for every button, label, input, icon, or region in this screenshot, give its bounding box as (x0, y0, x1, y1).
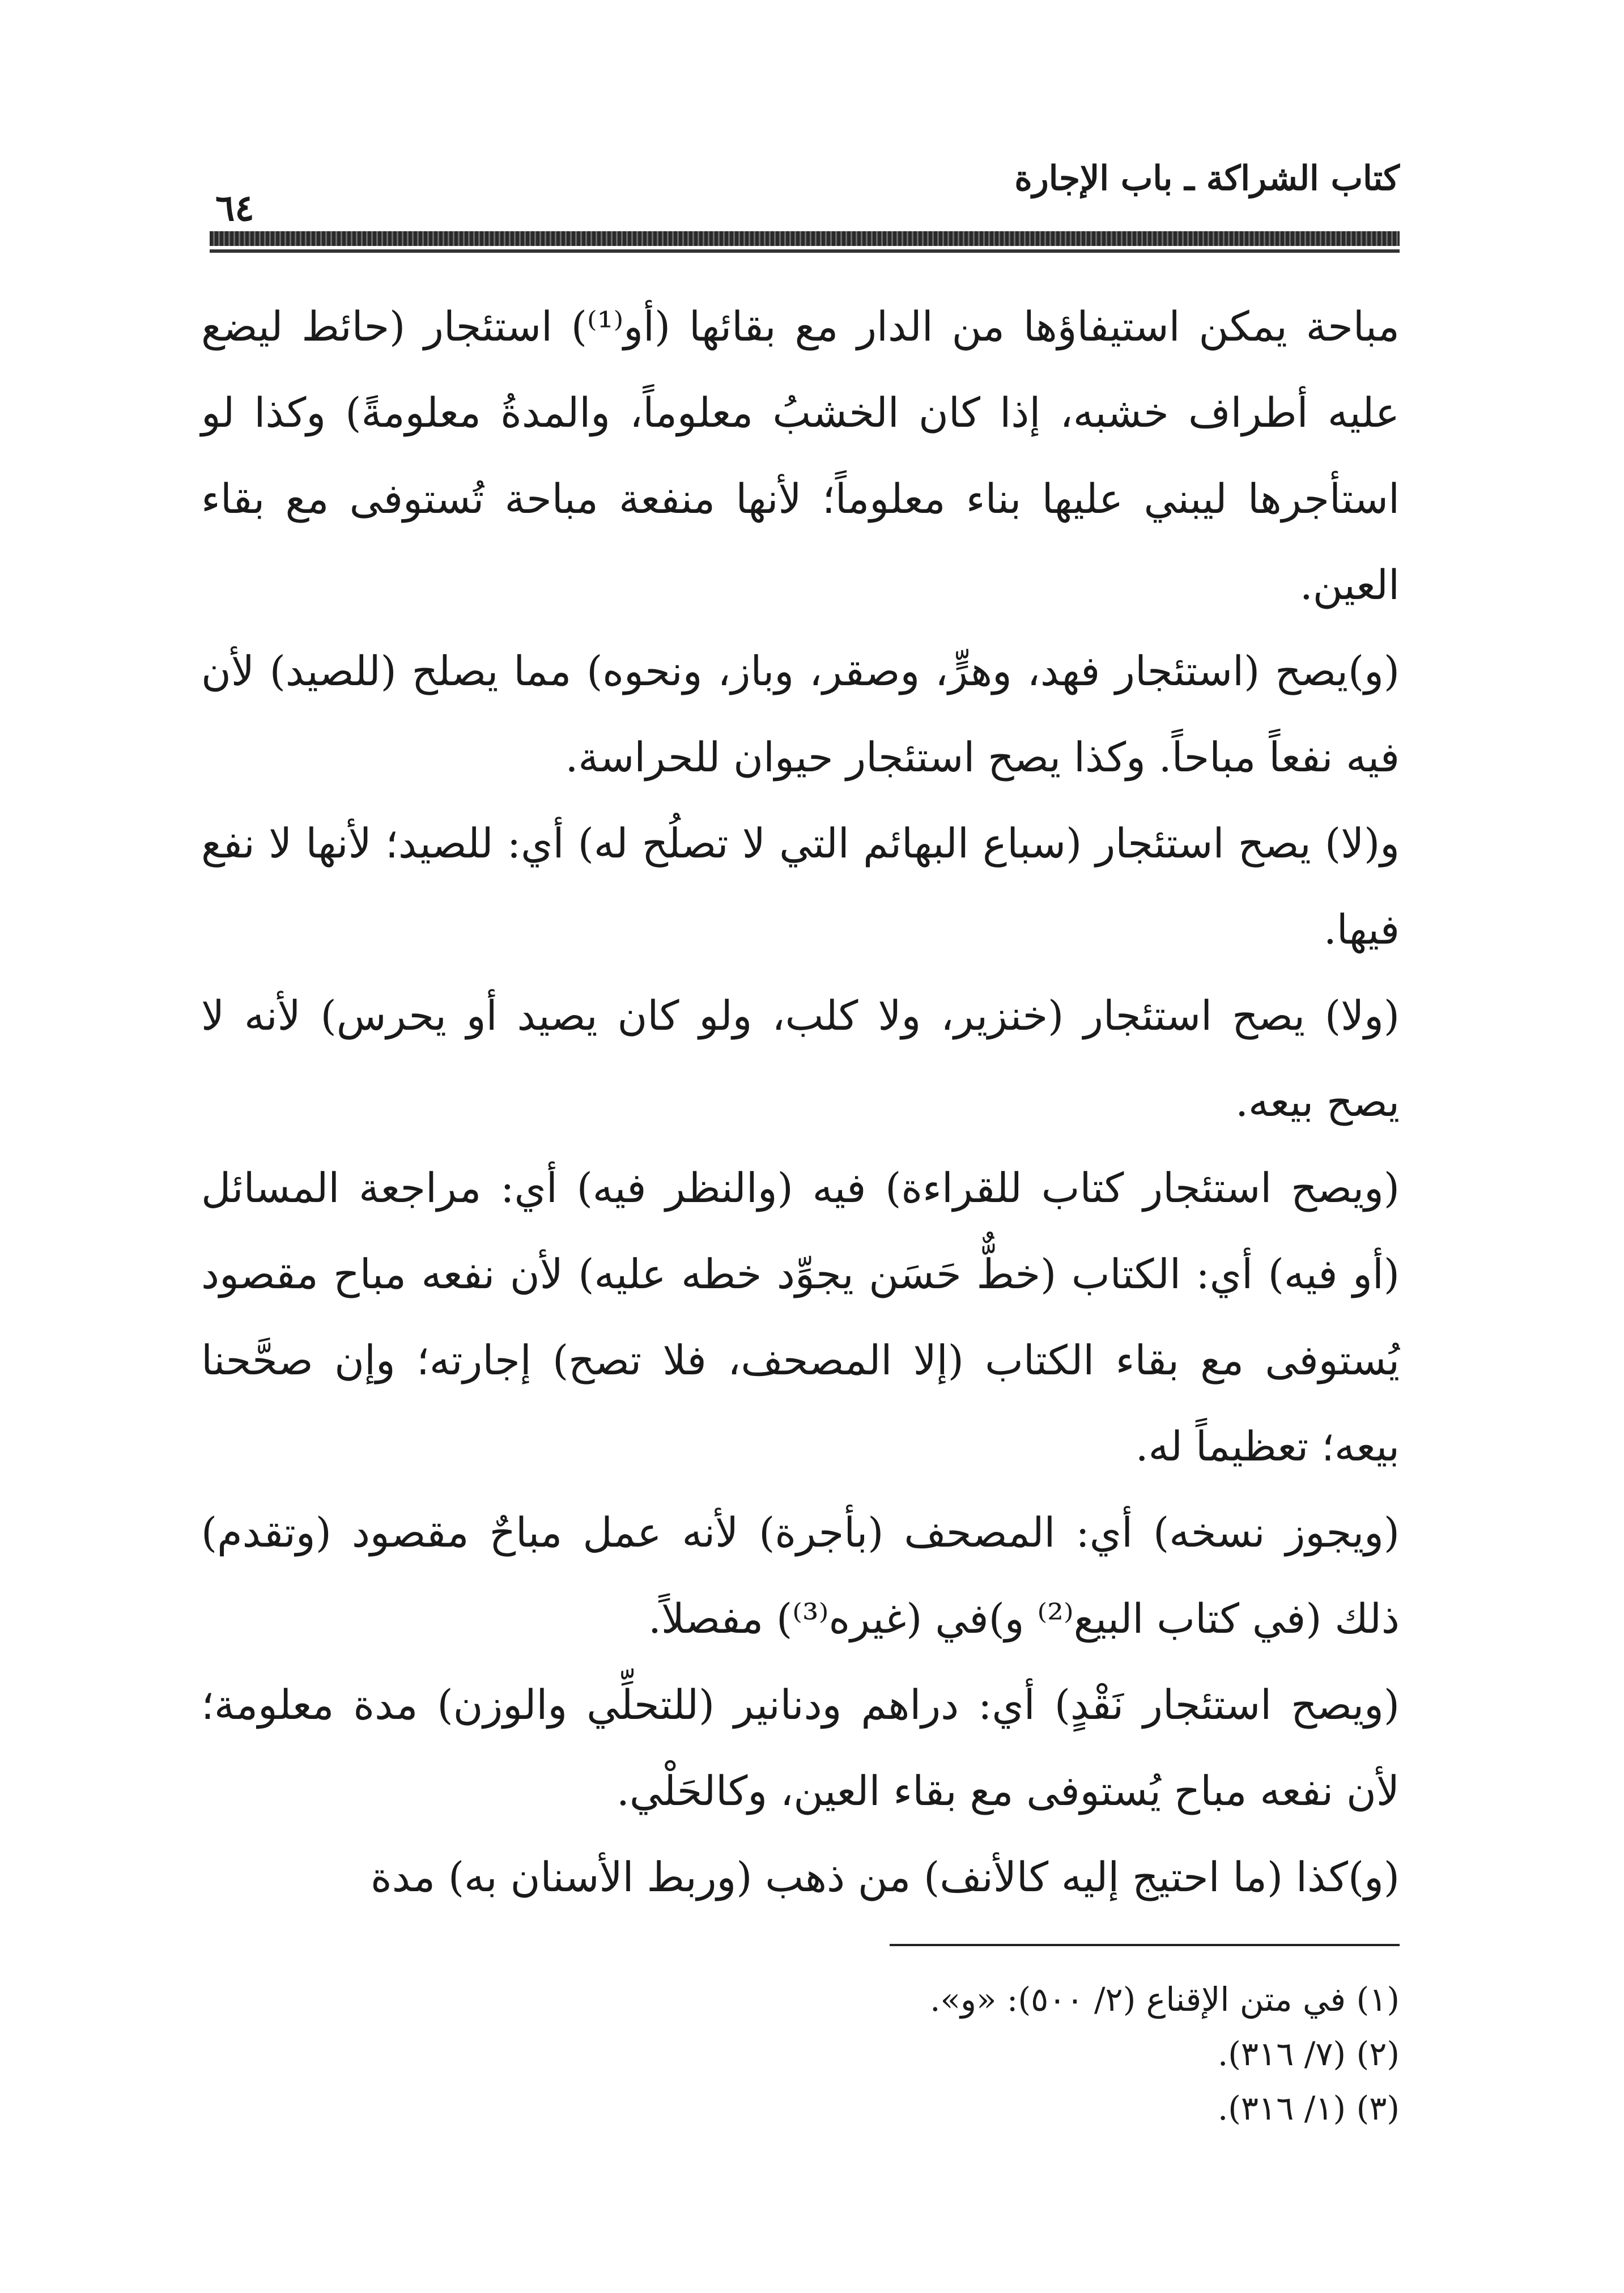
footnote: (١) في متن الإقناع (٢/ ٥٠٠): «و». (930, 1980, 1400, 2019)
footnote: (٣) (١/ ٣١٦). (1217, 2089, 1400, 2128)
footnote-separator (890, 1944, 1400, 1946)
paragraph: (ويجوز نسخه) أي: المصحف (بأجرة) لأنه عمل مباحٌ مقصود (وتقدم) ذلك (في كتاب البيع⁽²⁾ و)في (غيره⁽³⁾) مفصلاً. (201, 1509, 1400, 1642)
paragraph: (ولا) يصح استئجار (خنزير، ولا كلب، ولو كان يصيد أو يحرس) لأنه لا يصح بيعه. (201, 992, 1400, 1126)
main-text (201, 283, 1400, 1920)
paragraph: (ويصح استئجار نَقْدٍ) أي: دراهم ودنانير (للتحلِّي والوزن) مدة معلومة؛ لأن نفعه مباح يُستوفى مع بقاء العين، وكالحَلْي. (201, 1681, 1400, 1815)
paragraph: (و)يصح (استئجار فهد، وهرٍّ، وصقر، وباز، ونحوه) مما يصلح (للصيد) لأن فيه نفعاً مباحاً. وكذا يصح استئجار حيوان للحراسة. (201, 647, 1400, 781)
footnote: (٢) (٧/ ٣١٦). (1217, 2035, 1400, 2073)
page-header (210, 159, 1400, 230)
paragraph: و(لا) يصح استئجار (سباع البهائم التي لا تصلُح له) أي: للصيد؛ لأنها لا نفع فيها. (201, 819, 1400, 953)
paragraph: (ويصح استئجار كتاب للقراءة) فيه (والنظر فيه) أي: مراجعة المسائل (أو فيه) أي: الكتاب (خطٌّ حَسَن يجوِّد خطه عليه) لأن نفعه مباح مقصود يُستوفى مع بقاء الكتاب (إلا المصحف، فلا تصح) إجارته؛ وإن صحَّحنا بيعه؛ تعظيماً له. (201, 1164, 1400, 1470)
paragraph: (و)كذا (ما احتيج إليه كالأنف) من ذهب (وربط الأسنان به) مدة (371, 1853, 1400, 1901)
page-number: ٦٤ (215, 187, 254, 230)
header-rule (210, 231, 1400, 246)
running-title: كتاب الشراكة ـ باب الإجارة (1014, 159, 1400, 198)
footnotes (567, 1972, 1400, 2135)
header-rule-thin (210, 249, 1400, 253)
paragraph: مباحة يمكن استيفاؤها من الدار مع بقائها (أو⁽¹⁾) استئجار (حائط ليضع عليه أطراف خشبه، إذا كان الخشبُ معلوماً، والمدةُ معلومةً) وكذا لو استأجرها ليبني عليها بناء معلوماً؛ لأنها منفعة مباحة تُستوفى مع بقاء العين. (201, 303, 1400, 609)
